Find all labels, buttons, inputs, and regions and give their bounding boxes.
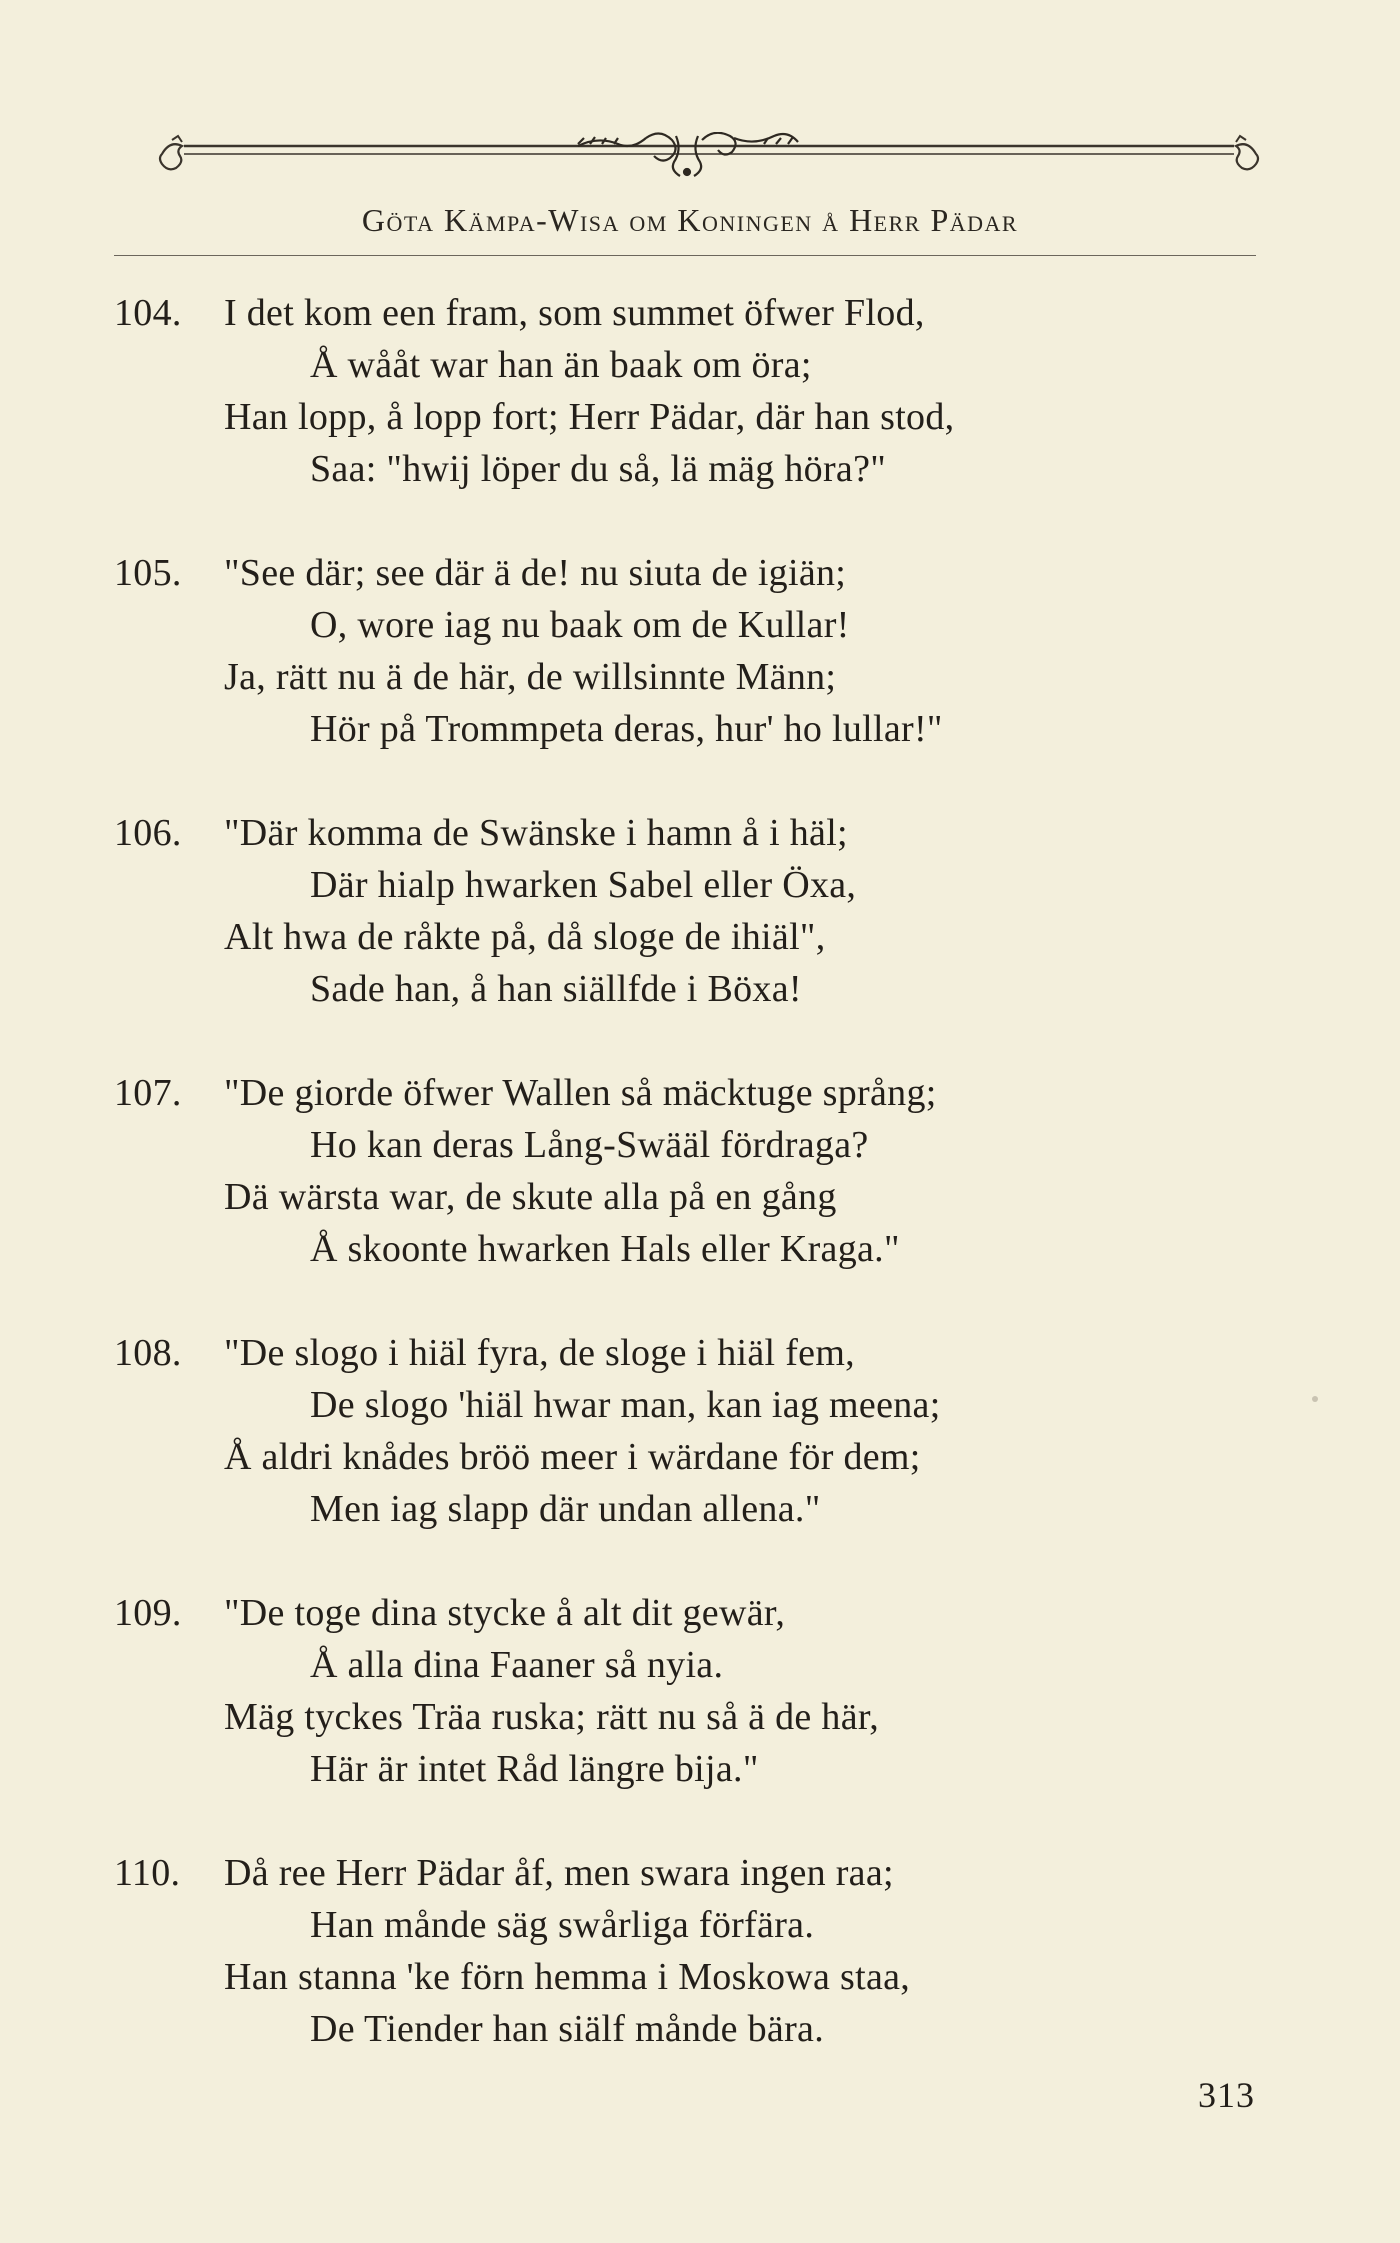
stanza-number: 106. <box>114 812 182 854</box>
stanza-line <box>114 1379 1264 1431</box>
stanza-line <box>114 1847 1264 1899</box>
verse-line: Han stanna 'ke förn hemma i Moskowa staa, <box>224 1956 911 1998</box>
verse-line: "See där; see där ä de! nu siuta de igiän; <box>224 552 847 594</box>
verse-line: Han lopp, å lopp fort; Herr Pädar, där han stod, <box>224 396 955 438</box>
stanza-line <box>114 1951 1264 2003</box>
verse-line: Men iag slapp där undan allena." <box>310 1488 821 1530</box>
stanza-107 <box>114 1067 1264 1275</box>
stanza-line <box>114 1431 1264 1483</box>
verse-line: I det kom een fram, som summet öfwer Flod, <box>224 292 925 334</box>
stanza-line <box>114 2003 1264 2055</box>
verse-line: De Tiender han siälf månde bära. <box>310 2008 825 2050</box>
stanza-104 <box>114 287 1264 495</box>
stanza-number: 104. <box>114 292 182 334</box>
running-head-title: Göta Kämpa-Wisa om Koningen å Herr Pädar <box>361 202 1019 238</box>
stanza-105 <box>114 547 1264 755</box>
stanza-108 <box>114 1327 1264 1535</box>
stanza-line <box>114 1483 1264 1535</box>
verse-line: Å aldri knådes bröö meer i wärdane för dem; <box>224 1436 921 1478</box>
verse-line: "De slogo i hiäl fyra, de sloge i hiäl fem, <box>224 1332 855 1374</box>
verse-line: Hör på Trommpeta deras, hur' ho lullar!" <box>310 708 943 750</box>
stanza-line <box>114 547 1264 599</box>
stanza-line <box>114 1587 1264 1639</box>
stanza-line <box>114 1743 1264 1795</box>
stanza-line <box>114 911 1264 963</box>
verse-line: Alt hwa de råkte på, då sloge de ihiäl", <box>224 916 826 958</box>
header-ornament-icon <box>158 132 1260 182</box>
stanza-line <box>114 651 1264 703</box>
stanza-number: 107. <box>114 1072 182 1114</box>
verse-line: Mäg tyckes Träa ruska; rätt nu så ä de här, <box>224 1696 880 1738</box>
stanza-number: 110. <box>114 1852 181 1894</box>
verse-line: Å wååt war han än baak om öra; <box>310 344 812 386</box>
stanza-line <box>114 1899 1264 1951</box>
verse-line: Ja, rätt nu ä de här, de willsinnte Männ; <box>224 656 837 698</box>
stanza-line <box>114 703 1264 755</box>
stanza-106 <box>114 807 1264 1015</box>
stanza-line <box>114 1223 1264 1275</box>
stanza-line <box>114 859 1264 911</box>
stanza-line <box>114 1067 1264 1119</box>
stanza-line <box>114 1119 1264 1171</box>
verse-line: Här är intet Råd längre bija." <box>310 1748 759 1790</box>
verse-line: Dä wärsta war, de skute alla på en gång <box>224 1176 837 1218</box>
verse-line: Sade han, å han siällfde i Böxa! <box>310 968 802 1010</box>
verse-line: Saa: "hwij löper du så, lä mäg höra?" <box>310 448 887 490</box>
stanza-number: 108. <box>114 1332 182 1374</box>
stanza-line <box>114 287 1264 339</box>
verse-line: Ho kan deras Lång-Swääl fördraga? <box>310 1124 869 1166</box>
stanza-line <box>114 1691 1264 1743</box>
stanza-number: 109. <box>114 1592 182 1634</box>
verse-line: Då ree Herr Pädar åf, men swara ingen raa; <box>224 1852 894 1894</box>
stanza-line <box>114 443 1264 495</box>
stanza-number: 105. <box>114 552 182 594</box>
paper-speck <box>1312 1396 1318 1402</box>
stanza-line <box>114 807 1264 859</box>
stanza-110 <box>114 1847 1264 2055</box>
stanza-line <box>114 1327 1264 1379</box>
verse-line: Han månde säg swårliga förfära. <box>310 1904 815 1946</box>
stanza-line <box>114 1639 1264 1691</box>
verse-line: De slogo 'hiäl hwar man, kan iag meena; <box>310 1384 941 1426</box>
verse-line: "Där komma de Swänske i hamn å i häl; <box>224 812 848 854</box>
verse-line: Där hialp hwarken Sabel eller Öxa, <box>310 864 857 906</box>
stanza-line <box>114 1171 1264 1223</box>
verse-line: O, wore iag nu baak om de Kullar! <box>310 604 850 646</box>
stanza-line <box>114 339 1264 391</box>
header-rule <box>114 255 1256 256</box>
running-head <box>0 202 1400 239</box>
stanza-line <box>114 599 1264 651</box>
verse-line: Å skoonte hwarken Hals eller Kraga." <box>310 1228 900 1270</box>
verse-line: "De giorde öfwer Wallen så mäcktuge språng; <box>224 1072 937 1114</box>
stanza-109 <box>114 1587 1264 1795</box>
stanza-line <box>114 391 1264 443</box>
verse-line: Å alla dina Faaner så nyia. <box>310 1644 724 1686</box>
stanza-line <box>114 963 1264 1015</box>
page-number: 313 <box>1198 2075 1255 2115</box>
verse-line: "De toge dina stycke å alt dit gewär, <box>224 1592 786 1634</box>
